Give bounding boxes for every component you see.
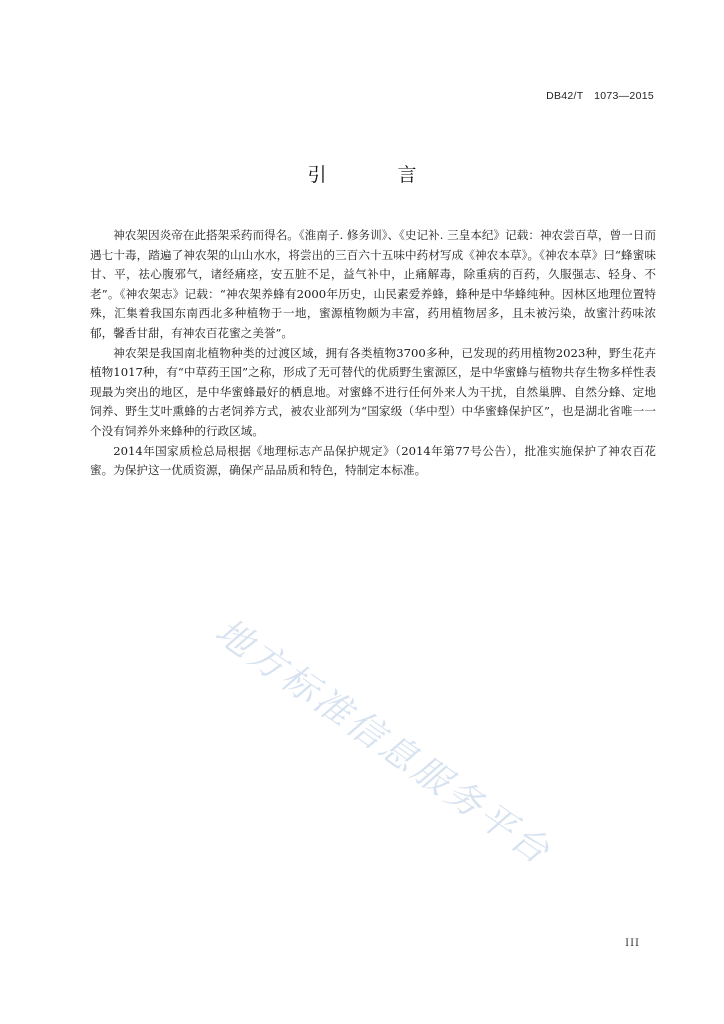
paragraph-1: 神农架因炎帝在此搭架采药而得名。《淮南子. 修务训》、《史记补. 三皇本纪》记载：神农尝百草，曾一日而遇七十毒，踏遍了神农架的山山水水，将尝出的三百六十五味中药材写成《神农本草》。《神农本草》曰“蜂蜜味甘、平，祛心腹邪气，诸经痛痉，安五脏不足，益气补中，止痛解毒，除重病的百药，久服强志、轻身、不老”。《神农架志》记载：“神农架养蜂有2000年历史，山民素爱养蜂，蜂种是中华蜂纯种。因林区地理位置特殊，汇集着我国东南西北多种植物于一地，蜜源植物颇为丰富，药用植物居多，且未被污染，故蜜汁药味浓郁，馨香甘甜，有神农百花蜜之美誉”。 [90, 228, 656, 340]
document-body [90, 226, 656, 481]
standard-code: DB42/T 1073—2015 [546, 90, 654, 102]
paragraph-2: 神农架是我国南北植物种类的过渡区域，拥有各类植物3700多种，已发现的药用植物2023种，野生花卉植物1017种，有“中草药王国”之称，形成了无可替代的优质野生蜜源区，是中华蜜蜂与植物共存生物多样性表现最为突出的地区，是中华蜜蜂最好的栖息地。对蜜蜂不进行任何外来人为干扰，自然巢脾、自然分蜂、定地饲养、野生艾叶熏蜂的古老饲养方式，被农业部列为“国家级（华中型）中华蜜蜂保护区”，也是湖北省唯一一个没有饲养外来蜂种的行政区域。 [90, 345, 656, 438]
page-title: 引 言 [307, 164, 443, 186]
watermark-text: 地方标准信息服务平台 [207, 610, 559, 874]
paragraph-3: 2014年国家质检总局根据《地理标志产品保护规定》（2014年第77号公告），批准实施保护了神农百花蜜。为保护这一优质资源，确保产品品质和特色，特制定本标准。 [90, 443, 656, 478]
page-number: III [625, 938, 640, 949]
